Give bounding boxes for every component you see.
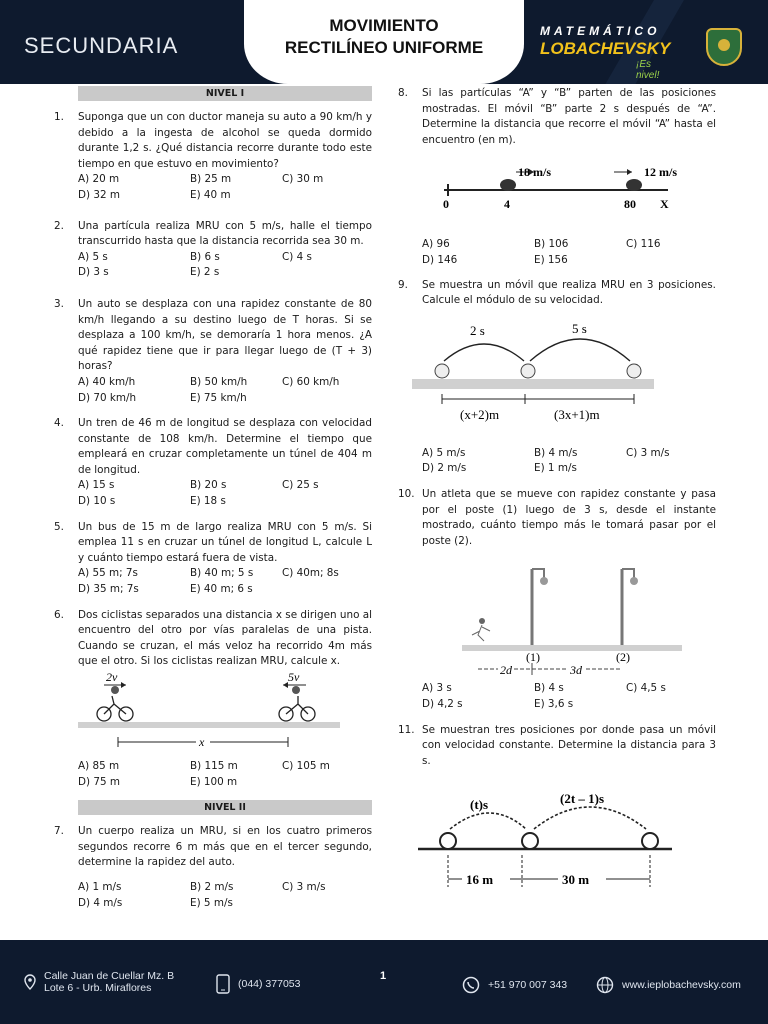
- level-heading-2: NIVEL II: [78, 800, 372, 815]
- mobile-phone-icon: [216, 974, 230, 994]
- options-4: A) 15 s B) 20 s C) 25 s D) 10 s E) 18 s: [78, 479, 319, 508]
- question-8: 8. Si las partículas “A” y “B” parten de las posiciones mostradas. El móvil “B” parte 2 s después de “A”. Determine la distancia que recorre el móvil “A” hasta el encuentro (en m).: [398, 87, 716, 146]
- svg-text:2d: 2d: [500, 663, 512, 678]
- page-number: 1: [380, 970, 387, 982]
- svg-text:18 m/s: 18 m/s: [518, 165, 551, 180]
- cyclists-figure: [78, 670, 372, 756]
- svg-text:2v: 2v: [106, 670, 118, 684]
- svg-text:x: x: [199, 735, 205, 749]
- options-8: A) 96 B) 106 C) 116 D) 146 E) 156: [422, 238, 661, 266]
- svg-text:(2): (2): [616, 650, 630, 665]
- phone: (044) 377053: [216, 974, 300, 994]
- svg-text:0: 0: [443, 197, 449, 212]
- page-title: MOVIMIENTO RECTILÍNEO UNIFORME: [244, 0, 524, 84]
- question-6: 6. Dos ciclistas separados una distancia x se dirigen uno al encuentro del otro por vías paralelas de una pista. Cuando se cruzan, el más veloz ha recorrido 4m más que el otro. Si los ciclistas realizan MRU, calcule x.: [54, 608, 373, 668]
- question-2: 2. Una partícula realiza MRU con 5 m/s, halle el tiempo transcurrido hasta que la distancia recorrida sea 30 m.: [54, 219, 372, 248]
- page-header: [0, 0, 768, 84]
- svg-text:2 s: 2 s: [470, 322, 485, 338]
- mobile-positions-figure: [412, 309, 716, 437]
- location-pin-icon: [24, 974, 36, 990]
- options-9: A) 5 m/s B) 4 m/s C) 3 m/s D) 2 m/s E) 1 m/s: [422, 446, 670, 475]
- level-heading: NIVEL I: [78, 86, 372, 101]
- svg-text:80: 80: [624, 197, 636, 212]
- three-positions-figure: [410, 775, 716, 895]
- bicycle-left-icon: [97, 686, 133, 721]
- svg-text:X: X: [660, 197, 669, 212]
- question-10: 10. Un atleta que se mueve con rapidez constante y pasa por el poste (1) luego de 3 s, desde el instante mostrado, cuánto tiempo más le tomará pasar por el poste (2).: [398, 487, 716, 547]
- question-7: 7. Un cuerpo realiza un MRU, si en los cuatro primeros segundos recorre 6 m más que en el tercer segundo, determine la rapidez del auto.: [54, 825, 372, 869]
- svg-text:16 m: 16 m: [466, 872, 494, 888]
- svg-text:30 m: 30 m: [562, 872, 590, 888]
- svg-text:(t)s: (t)s: [470, 797, 489, 813]
- options-2: A) 5 s B) 6 s C) 4 s D) 3 s E) 2 s: [78, 250, 312, 279]
- options-6: A) 85 m B) 115 m C) 105 m D) 75 m E) 100 m: [78, 760, 330, 788]
- question-9: 9. Se muestra un móvil que realiza MRU en 3 posiciones. Calcule el módulo de su velocidad.: [398, 278, 716, 307]
- globe-icon: [596, 976, 614, 994]
- options-1: A) 20 m B) 25 m C) 30 m D) 32 m E) 40 m: [78, 173, 324, 201]
- svg-text:3d: 3d: [570, 663, 582, 678]
- svg-text:12 m/s: 12 m/s: [644, 165, 677, 180]
- page-footer: [0, 940, 768, 1024]
- question-1: 1. Suponga que un con ductor maneja su auto a 90 km/h y debido a la ingesta de alcohol se queda dormido durante 1,2 s. ¿Qué distancia recorre durante todo este tiempo en que estuvo en movimiento?: [54, 111, 372, 170]
- question-3: 3. Un auto se desplaza con una rapidez constante de 80 km/h llegando a su destino luego de T horas. Si se desplaza a 100 km/h, se demoraría 1 hora menos. ¿A qué rapidez tiene que ir para llegar luego de (T + 3) horas?: [54, 297, 372, 373]
- question-4: 4. Un tren de 46 m de longitud se desplaza con velocidad constante de 108 km/h. Determine el tiempo que empleará en cruzar completamente un túnel de 404 m de longitud.: [54, 417, 372, 476]
- svg-text:(x+2)m: (x+2)m: [460, 406, 500, 422]
- shield-icon: [706, 28, 742, 66]
- bicycle-right-icon: [279, 686, 315, 721]
- svg-text:(2t – 1)s: (2t – 1)s: [560, 791, 605, 807]
- left-column: [54, 86, 372, 911]
- svg-text:4: 4: [504, 197, 510, 212]
- svg-text:5 s: 5 s: [572, 320, 587, 336]
- right-column: [398, 86, 716, 895]
- question-5: 5. Un bus de 15 m de largo realiza MRU con 5 m/s. Si emplea 11 s en cruzar un túnel de longitud L, calcule L y cuánto tiempo estará fuera de vista.: [54, 520, 372, 564]
- school-logo: MATEMÁTICO LOBACHEVSKY ¡Es nivel!: [540, 24, 671, 81]
- svg-text:5v: 5v: [288, 670, 300, 684]
- website: www.ieplobachevsky.com: [596, 976, 741, 994]
- address: Calle Juan de Cuellar Mz. B Lote 6 - Urb. Miraflores: [24, 970, 174, 994]
- options-3: A) 40 km/h B) 50 km/h C) 60 km/h D) 70 km/h E) 75 km/h: [78, 375, 340, 404]
- whatsapp-icon: [462, 976, 480, 994]
- particles-figure: [422, 148, 716, 228]
- options-5: A) 55 m; 7s B) 40 m; 5 s C) 40m; 8s D) 35 m; 7s E) 40 m; 6 s: [78, 567, 339, 596]
- options-10: A) 3 s B) 4 s C) 4,5 s D) 4,2 s E) 3,6 s: [422, 682, 666, 710]
- svg-text:(1): (1): [526, 650, 540, 665]
- brand-label: SECUNDARIA: [24, 33, 179, 58]
- runner-icon: [472, 618, 490, 641]
- svg-text:(3x+1)m: (3x+1)m: [554, 406, 600, 422]
- whatsapp: +51 970 007 343: [462, 976, 567, 994]
- question-11: 11. Se muestran tres posiciones por donde pasa un móvil con velocidad constante. Determine la distancia para 3 s.: [398, 723, 716, 767]
- posts-figure: [422, 549, 716, 679]
- options-7: A) 1 m/s B) 2 m/s C) 3 m/s D) 4 m/s E) 5 m/s: [78, 880, 326, 909]
